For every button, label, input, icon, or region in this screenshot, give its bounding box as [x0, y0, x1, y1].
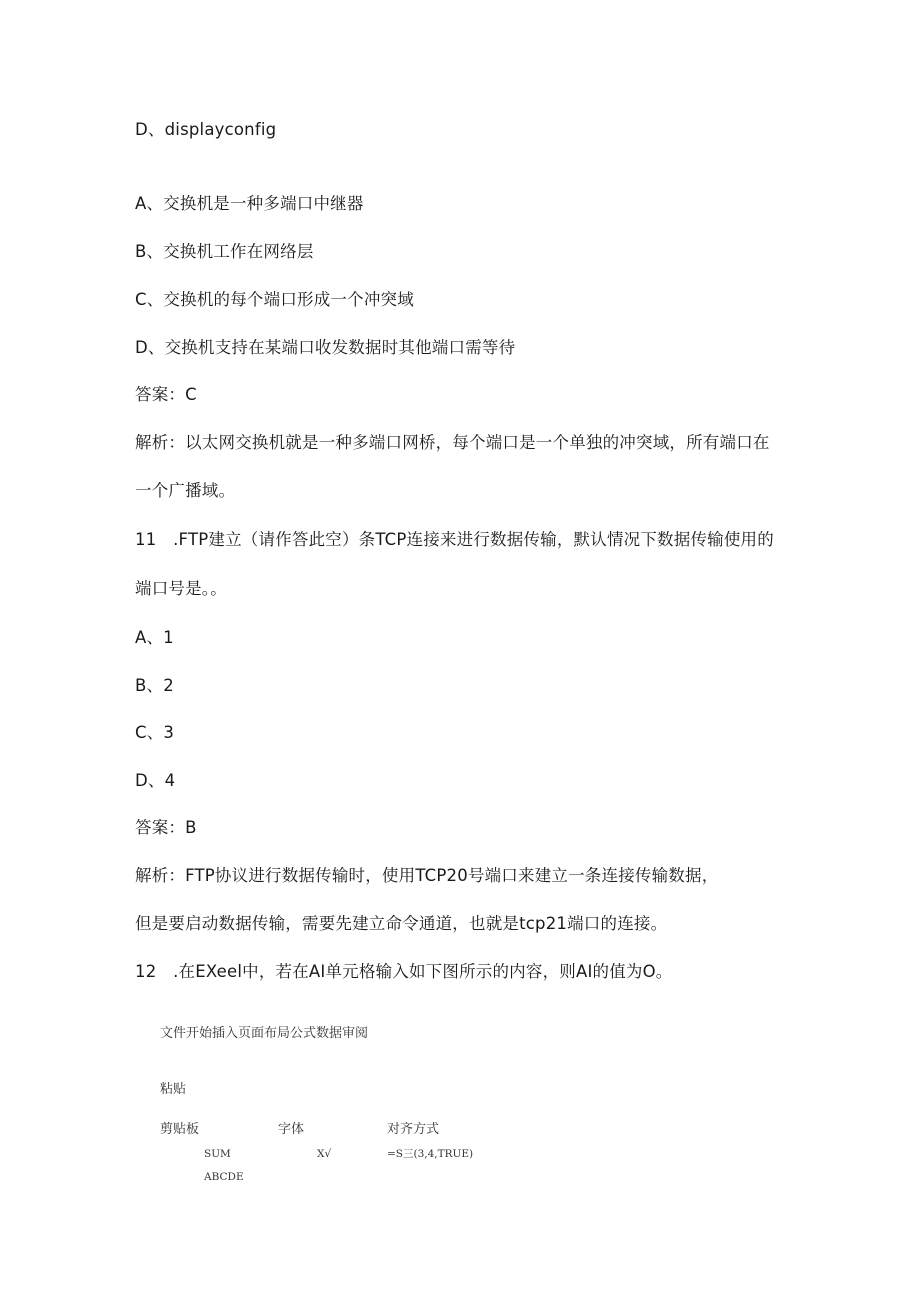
excel-clipboard-label: 剪贴板	[160, 1122, 200, 1137]
excel-paste-label: 粘贴	[160, 1082, 187, 1097]
option-d-displayconfig: D、displayconfig	[135, 120, 277, 139]
q11-answer: 答案：B	[135, 818, 197, 837]
q11-stem-line2: 端口号是。。	[135, 579, 227, 598]
excel-menu-bar: 文件开始插入页面布局公式数据审阅	[160, 1026, 369, 1041]
q11-stem-line1: 11 .FTP建立（请作答此空）条TCP连接来进行数据传输，默认情况下数据传输使用的	[135, 530, 774, 549]
excel-font-label: 字体	[278, 1122, 305, 1137]
switch-analysis-line1: 解析：以太网交换机就是一种多端口网桥，每个端口是一个单独的冲突域，所有端口在	[135, 433, 770, 452]
switch-answer: 答案：C	[135, 385, 197, 404]
switch-option-a: A、交换机是一种多端口中继器	[135, 194, 364, 213]
switch-analysis-line2: 一个广播域。	[135, 481, 236, 500]
q11-analysis-line2: 但是要启动数据传输，需要先建立命令通道，也就是tcp21端口的连接。	[135, 914, 668, 933]
excel-fx-marks: X√	[317, 1148, 332, 1160]
switch-option-c: C、交换机的每个端口形成一个冲突域	[135, 290, 414, 309]
q11-option-b: B、2	[135, 676, 174, 695]
q11-option-d: D、4	[135, 771, 176, 790]
excel-alignment-label: 对齐方式	[387, 1122, 440, 1137]
q11-analysis-line1: 解析：FTP协议进行数据传输时，使用TCP20号端口来建立一条连接传输数据，	[135, 866, 719, 885]
q12-stem: 12 .在EXeel中，若在AI单元格输入如下图所示的内容，则AI的值为O。	[135, 962, 673, 981]
switch-option-d: D、交换机支持在某端口收发数据时其他端口需等待	[135, 338, 516, 357]
excel-formula: =S三(3,4,TRUE)	[387, 1148, 474, 1160]
q11-option-a: A、1	[135, 628, 174, 647]
excel-column-headers: ABCDE	[204, 1171, 244, 1183]
excel-name-box: SUM	[204, 1148, 231, 1160]
q11-option-c: C、3	[135, 723, 175, 742]
switch-option-b: B、交换机工作在网络层	[135, 242, 314, 261]
